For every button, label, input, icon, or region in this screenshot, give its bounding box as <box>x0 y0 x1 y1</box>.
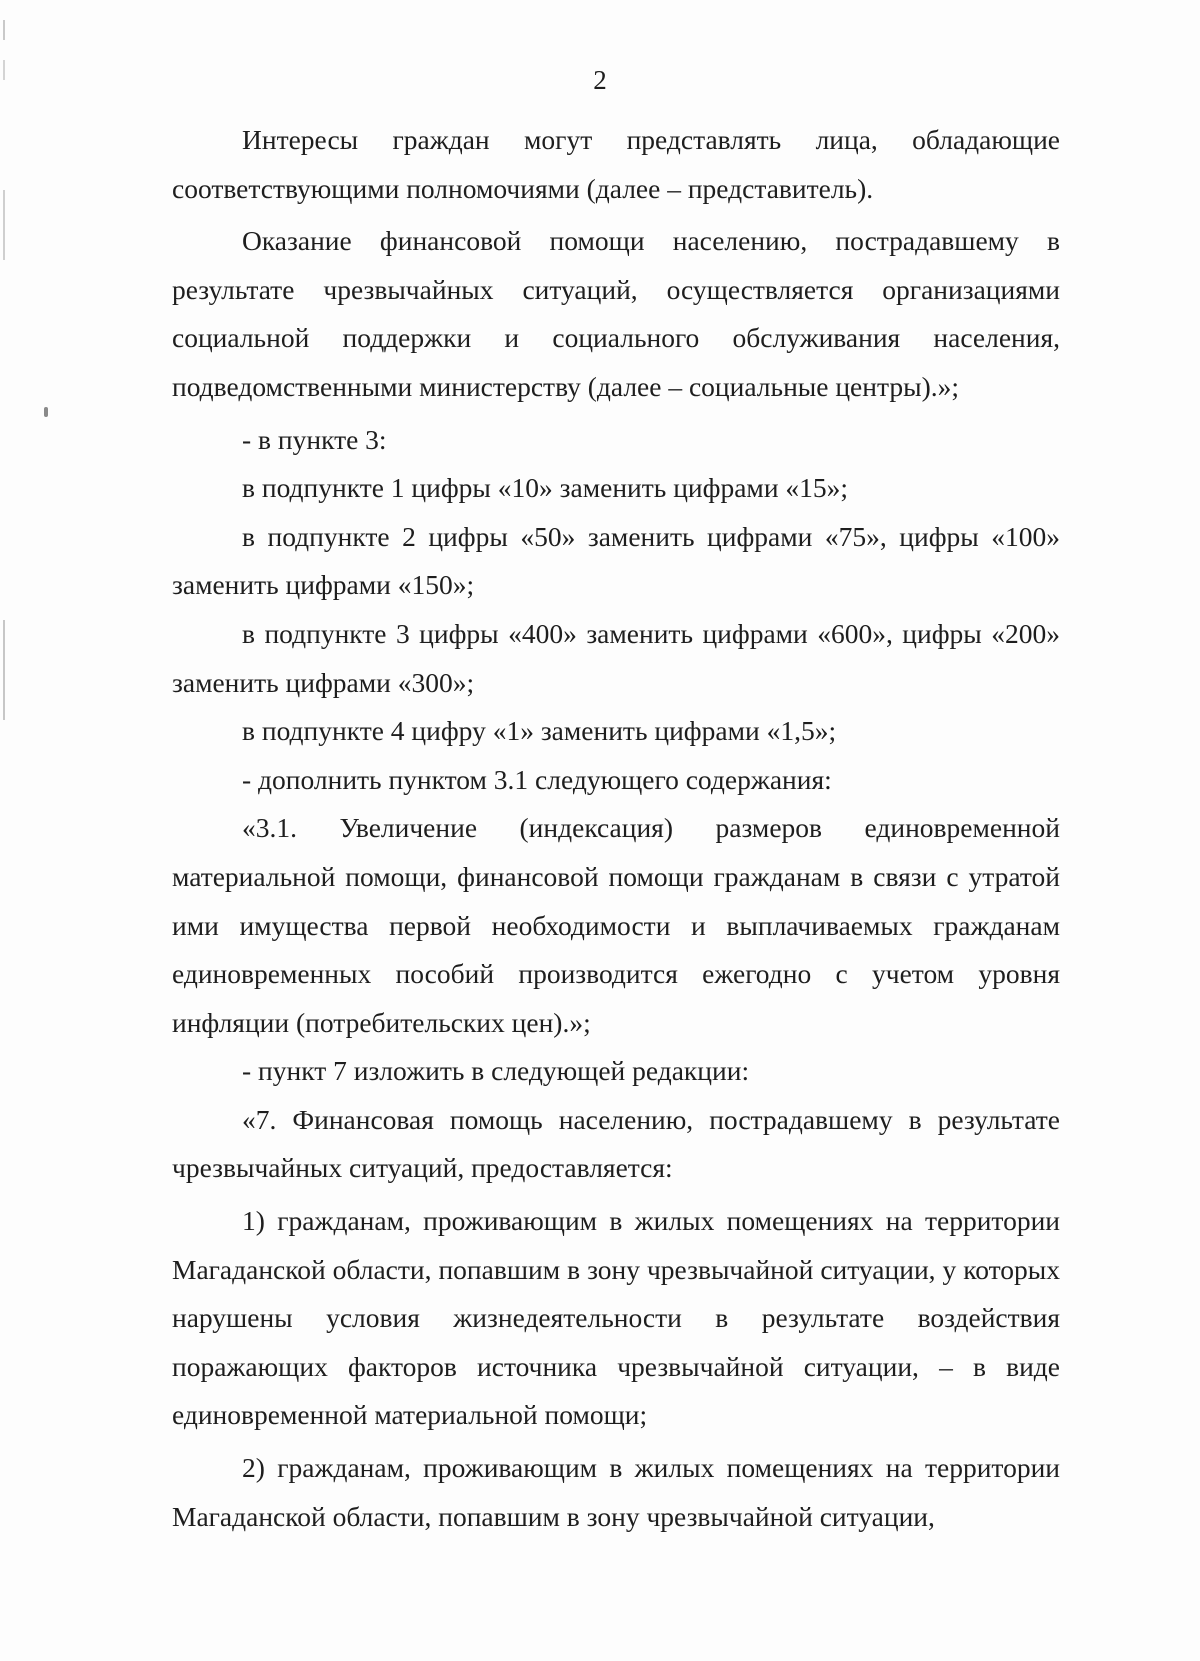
paragraph-subpoint-3: в подпункте 3 цифры «400» заменить цифрами «600», цифры «200» заменить цифрами «300»; <box>172 617 1060 698</box>
document-body <box>172 116 1060 1541</box>
page-number: 2 <box>593 65 607 95</box>
scan-edge-artifact <box>3 0 5 1661</box>
paragraph-subpoint-4: в подпункте 4 цифру «1» заменить цифрами «1,5»; <box>242 715 837 747</box>
paragraph-add-point-3-1: - дополнить пунктом 3.1 следующего содержания: <box>242 763 832 795</box>
paragraph-point-3-1-text: «3.1. Увеличение (индексация) размеров единовременной материальной помощи, финансовой помощи гражданам в связи с утратой ими имущества первой необходимости и выплачиваемых гражданам единовременных пособий производится ежегодно с учетом уровня инфляции (потребительских цен).»; <box>172 812 1060 1038</box>
paragraph-point-7-text: «7. Финансовая помощь населению, пострадавшему в результате чрезвычайных ситуаций, предоставляется: <box>172 1103 1060 1184</box>
paragraph-point-7-item-2: 2) гражданам, проживающим в жилых помещениях на территории Магаданской области, попавшим в зону чрезвычайной ситуации, <box>172 1452 1060 1532</box>
paragraph-point-7-intro: - пункт 7 изложить в следующей редакции: <box>242 1055 750 1087</box>
paragraph-subpoint-2: в подпункте 2 цифры «50» заменить цифрами «75», цифры «100» заменить цифрами «150»; <box>172 520 1060 601</box>
scan-speck-artifact <box>44 407 48 417</box>
paragraph-point-7-item-1: 1) гражданам, проживающим в жилых помещениях на территории Магаданской области, попавшим в зону чрезвычайной ситуации, у которых нарушены условия жизнедеятельности в результате воздействия поражающих факторов источника чрезвычайной ситуации, – в виде единовременной материальной помощи; <box>172 1205 1060 1431</box>
paragraph-point-3-intro: - в пункте 3: <box>242 423 387 455</box>
paragraph-subpoint-1: в подпункте 1 цифры «10» заменить цифрами «15»; <box>242 472 849 504</box>
paragraph-representatives: Интересы граждан могут представлять лица, обладающие соответствующими полномочиями (далее – представитель). <box>172 124 1060 204</box>
paragraph-financial-aid-providers: Оказание финансовой помощи населению, пострадавшему в результате чрезвычайных ситуаций, осуществляется организациями социальной поддержки и социального обслуживания населения, подведомственными министерству (далее – социальные центры).»; <box>172 225 1060 402</box>
